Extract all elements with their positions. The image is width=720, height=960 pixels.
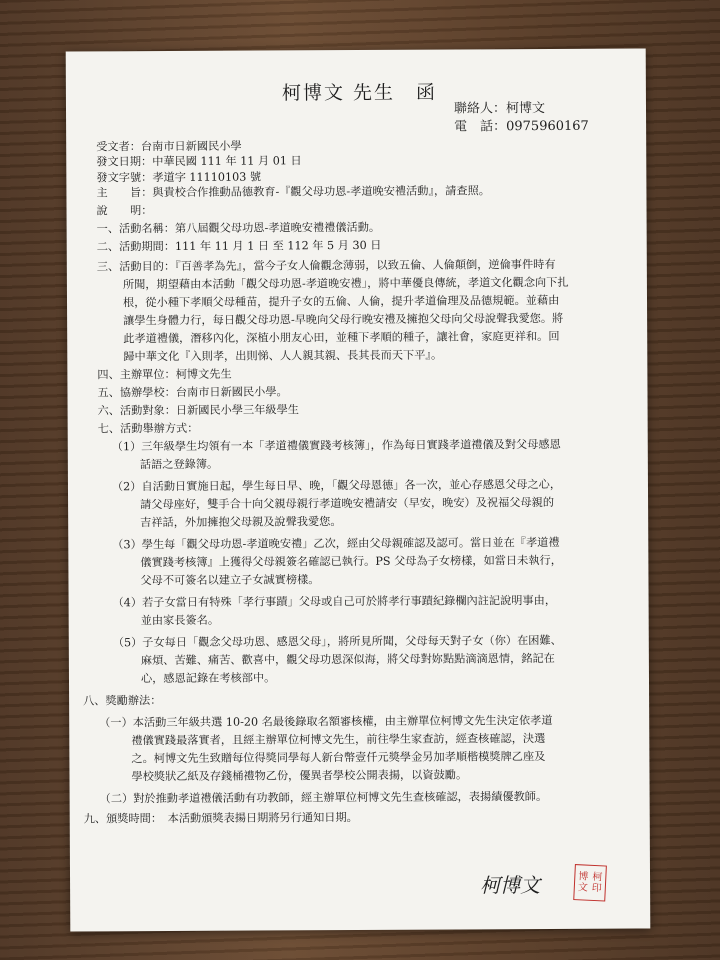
item-5: 五、協辦學校：台南市日新國民小學。: [97, 385, 288, 400]
item-9: 九、頒獎時間： 本活動頒獎表揚日期將另行通知日期。: [83, 811, 358, 826]
signature: 柯博文: [480, 873, 541, 898]
item-3-line-3: 根，從小種下孝順父母種苗，提升子女的五倫、人倫，提升孝道倫理及品德規範。並藉由: [122, 293, 560, 310]
letter-title: 柯博文 先生 函: [281, 81, 438, 105]
method-5-line-1: （5）子女每日「觀念父母功恩、感恩父母」，將所見所聞，父母每天對子女（你）在困難、: [112, 633, 562, 650]
award-2: （二）對於推動孝道禮儀活動有功教師，經主辦單位柯博文先生查核確認，表揚績優教師。: [99, 790, 548, 806]
seal-char: 印: [591, 882, 603, 895]
seal-stamp: [573, 864, 607, 901]
method-5-line-3: 心，感恩記錄在考核部中。: [140, 671, 276, 686]
recipient-line: 受文者：台南市日新國民小學: [96, 139, 242, 154]
item-7: 七、活動舉辦方式：: [97, 421, 199, 436]
item-3-line-4: 讓學生身體力行，每日觀父母功恩-早晚向父母行晚安禮及擁抱父母向父母說聲我愛您。將: [123, 311, 564, 328]
item-3-line-2: 所聞，期望藉由本活動「觀父母功恩-孝道晚安禮」，將中華優良傳統，孝道文化觀念向下扎: [122, 275, 569, 292]
method-1-line-1: （1）三年級學生均領有一本「孝道禮儀實踐考核簿」，作為每日實踐孝道禮儀及對父母感恩: [111, 437, 561, 454]
contact-person: 聯絡人：柯博文: [453, 101, 546, 117]
item-3-line-5: 此孝道禮儀，潛移內化，深植小朋友心田，並種下孝順的種子，讓社會，家庭更祥和。回: [123, 329, 560, 346]
method-3-line-2: 儀實踐考核簿』上獲得父母親簽名確認已執行。PS 父母為子女榜樣，如當日未執行，: [140, 553, 562, 570]
method-1-line-2: 話語之登錄簿。: [139, 457, 219, 472]
method-5-line-2: 麻煩、苦難、痛苦、歡喜中，觀父母功恩深似海，將父母對妳點點滴滴恩情，銘記在: [140, 651, 555, 668]
item-3-line-6: 歸中華文化『入則孝，出則悌、人人親其親、長其長而天下平』。: [123, 348, 443, 364]
item-6: 六、活動對象：日新國民小學三年級學生: [97, 403, 300, 418]
method-4-line-1: （4）若子女當日有特殊「孝行事蹟」父母或自己可於將孝行事蹟紀錄欄內註記說明事由，: [112, 593, 557, 610]
explanation-heading: 說 明：: [96, 204, 153, 218]
item-2: 二、活動期間：111 年 11 月 1 日 至 112 年 5 月 30 日: [96, 238, 382, 254]
method-3-line-1: （3）學生每「觀父母功恩-孝道晚安禮」乙次，經由父母親確認及認可。當日並在『孝道禮: [112, 535, 560, 552]
item-1: 一、活動名稱：第八屆觀父母功恩-孝道晚安禮禮儀活動。: [96, 220, 381, 236]
letter-paper: [66, 48, 651, 931]
date-line: 發文日期：中華民國 111 年 11 月 01 日: [96, 154, 302, 169]
award-1-line-4: 學校獎狀乙紙及存錢桶禮物乙份，優異者學校公開表揚，以資鼓勵。: [131, 768, 468, 784]
method-3-line-3: 父母不可簽名以建立子女誠實榜樣。: [140, 573, 320, 588]
contact-phone: 電 話：0975960167: [454, 118, 589, 135]
method-2-line-1: （2）自活動日實施日起，學生每日早、晚，「觀父母恩德」各一次，並心存感恩父母之心，: [111, 477, 562, 494]
item-3-line-1: 三、活動目的：『百善孝為先』，當今子女人倫觀念薄弱，以致五倫、人倫顛倒，逆倫事件時有: [96, 257, 556, 274]
item-8: 八、獎勵辦法：: [83, 694, 162, 708]
subject-line: 主 旨：與貴校合作推動品德教育-『觀父母功恩-孝道晚安禮活動』，請查照。: [96, 184, 491, 200]
item-4: 四、主辦單位：柯博文先生: [97, 367, 232, 382]
ref-number-line: 發文字號：孝道字 11110103 號: [96, 170, 262, 185]
award-1-line-1: （一）本活動三年級共選 10-20 名最後錄取名額審核權，由主辦單位柯博文先生決定依孝道: [99, 713, 553, 730]
seal-char: 博: [578, 871, 589, 883]
award-1-line-3: 之。柯博文先生致贈每位得獎同學每人新台幣壹仟元獎學金另加孝順楷模獎牌乙座及: [131, 750, 546, 766]
method-2-line-2: 請父母座好，雙手合十向父親母親行孝道晚安禮請安（早安，晚安）及祝福父母親的: [140, 495, 555, 512]
award-1-line-2: 禮儀實踐最落實者，且經主辦單位柯博文先生，前往學生家查訪，經查核確認，決選: [131, 732, 546, 748]
seal-char: 柯: [592, 871, 603, 884]
seal-char: 文: [577, 882, 589, 894]
method-4-line-2: 並由家長簽名。: [140, 613, 220, 628]
method-2-line-3: 吉祥話，外加擁抱父母親及說聲我愛您。: [140, 515, 342, 530]
